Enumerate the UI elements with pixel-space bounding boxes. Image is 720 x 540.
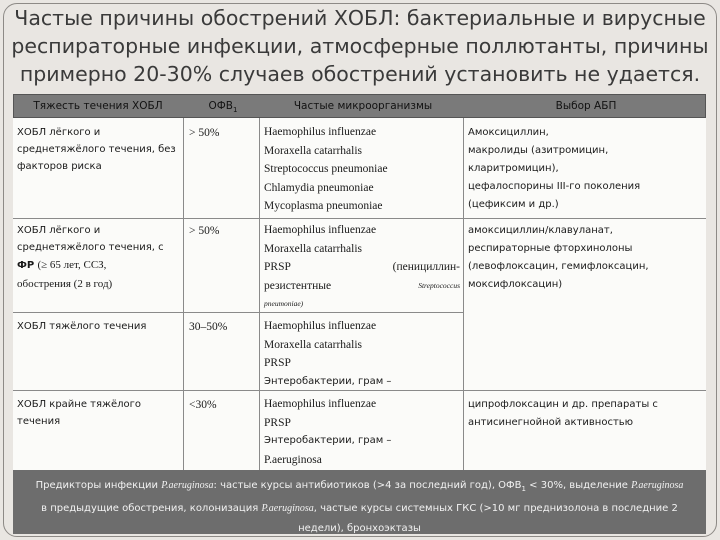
row1-fev: > 50% [189,127,220,139]
severity-line: ХОБЛ крайне тяжёлого [17,399,142,410]
microorganism: Mycoplasma pneumoniae [264,200,383,212]
footer-text: , частые курсы системных ГКС (>10 мг преднизолона в последние 2 [313,503,678,514]
microorganism-species: pneumoniae) [264,299,304,308]
row4-severity [17,396,181,430]
row4-fev: <30% [189,399,217,411]
microorganism: Энтеробактерии, грам – [264,435,392,446]
antibiotic-line: Амоксициллин, [468,127,549,138]
microorganism: PRSP [264,357,291,369]
severity-line: обострения (2 в год) [17,277,113,290]
footer-line [19,476,700,499]
row4-antibiotics [468,396,704,432]
footer-species: P.aeruginosa [261,503,314,514]
row-divider [13,218,706,219]
title-line: респираторные инфекции, атмосферные поллютанты, причины [11,34,709,58]
copd-table [13,94,706,470]
header-fev [184,95,262,117]
antibiotic-line: (левофлоксацин, гемифлоксацин, [468,261,649,272]
header-severity: Тяжесть течения ХОБЛ [33,100,163,112]
row2-severity [17,222,181,293]
footer-line: недели), бронхоэктазы [298,523,421,534]
severity-line: ХОБЛ тяжёлого течения [17,321,147,332]
microorganism: Streptococcus pneumoniae [264,163,388,175]
microorganism-note: (пенициллин- [392,261,460,273]
row3-severity [17,318,181,335]
antibiotic-line: кларитромицин), [468,163,559,174]
severity-line: среднетяжёлого течения, без [17,144,176,155]
microorganism: Moraxella catarrhalis [264,242,363,255]
row2-microorganisms [264,221,460,314]
header-fev-sub: 1 [233,106,238,115]
microorganism-line [264,277,460,296]
row3-fev: 30–50% [189,321,228,333]
row4-microorganisms [264,395,460,469]
antibiotic-line: амоксициллин/клавуланат, [468,225,613,236]
column-divider [463,118,464,470]
microorganism: Haemophilus influenzae [264,320,377,332]
antibiotic-line: ципрофлоксацин и др. препараты с [468,399,658,410]
antibiotic-line: цефалоспорины III-го поколения [468,181,641,192]
column-divider [259,118,260,470]
severity-line: течения [17,416,61,427]
header-antibiotics: Выбор АБП [555,100,617,112]
antibiotic-line: моксифлоксацин) [468,279,563,290]
header-microorganisms: Частые микроорганизмы [293,100,433,112]
footer-text: в предыдущие обострения, колонизация [41,503,262,514]
microorganism: P.aeruginosa [264,453,322,466]
title-line: Частые причины обострений ХОБЛ: бактериальные и вирусные [14,6,706,30]
antibiotic-line: респираторные фторхинолоны [468,243,633,254]
header-fev-label: ОФВ [208,100,234,112]
footer-line [19,499,700,519]
footer-species: P.aeruginosa [161,480,214,491]
risk-factor-detail: (≥ 65 лет, ССЗ, [37,259,107,271]
title-line: примерно 20-30% случаев обострений установить не удается. [19,62,701,86]
microorganism: Энтеробактерии, грам – [264,375,392,387]
antibiotic-line: (цефиксим и др.) [468,199,559,210]
row1-microorganisms [264,123,460,216]
infection-predictors-note [13,470,706,534]
footer-subscript: 1 [521,485,526,493]
antibiotic-line: макролиды (азитромицин, [468,145,609,156]
row2-fev: > 50% [189,225,220,237]
severity-line [17,256,181,275]
microorganism: Chlamydia pneumoniae [264,181,374,194]
table-header [13,94,706,118]
severity-line: факторов риска [17,161,102,172]
microorganism: Haemophilus influenzae [264,126,377,138]
footer-text: Предикторы инфекции [35,480,162,491]
column-divider [183,118,184,470]
slide-title [10,4,710,88]
microorganism: PRSP [264,416,291,429]
severity-line: среднетяжёлого течения, с [17,242,164,253]
row1-antibiotics [468,124,704,214]
row2-antibiotics [468,222,704,294]
row1-severity [17,124,181,175]
microorganism-note: резистентные [264,279,332,292]
microorganism: PRSP [264,261,291,273]
microorganism: Moraxella catarrhalis [264,338,363,351]
row3-microorganisms [264,317,460,391]
microorganism: Haemophilus influenzae [264,398,377,410]
antibiotic-line: антисинегнойной активностью [468,417,634,428]
microorganism: Moraxella catarrhalis [264,144,363,157]
microorganism: Haemophilus influenzae [264,224,377,236]
severity-line: ХОБЛ лёгкого и [17,127,101,138]
risk-factor-label: ФР [17,260,35,271]
footer-text: : частые курсы антибиотиков (>4 за последний год), ОФВ [213,480,522,491]
footer-species: P.aeruginosa [631,480,684,491]
footer-text: < 30%, выделение [525,480,632,491]
microorganism-line [264,258,460,277]
microorganism-species: Streptococcus [418,280,460,290]
severity-line: ХОБЛ лёгкого и [17,225,101,236]
